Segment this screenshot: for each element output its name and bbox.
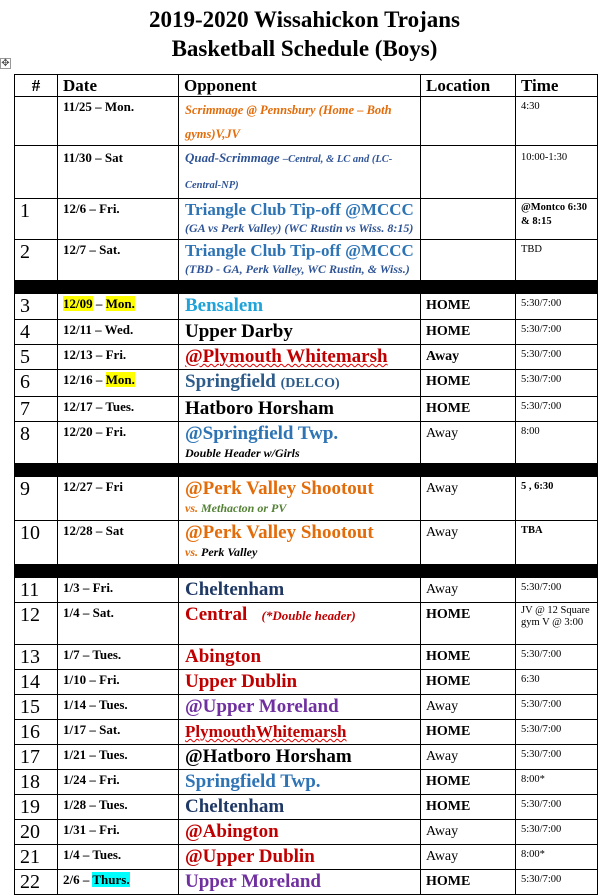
row-date (58, 370, 179, 397)
row-num: 8 (15, 422, 58, 464)
row-location: Away (421, 695, 516, 720)
row-date: 1/14 – Tues. (58, 695, 179, 720)
opponent-vs: vs. (185, 545, 198, 559)
row-date: 1/17 – Sat. (58, 720, 179, 745)
table-row (15, 720, 598, 745)
row-date: 1/24 – Fri. (58, 770, 179, 795)
row-time: 5 , 6:30 (516, 477, 598, 521)
row-time: 5:30/7:00 (516, 720, 598, 745)
row-time: TBD (516, 240, 598, 281)
row-opponent (179, 720, 421, 745)
weekday-highlight: Mon. (105, 296, 135, 311)
row-opponent: Hatboro Horsham (179, 397, 421, 422)
row-opponent (179, 240, 421, 281)
schedule-table (14, 74, 598, 895)
row-num: 9 (15, 477, 58, 521)
row-time: 5:30/7:00 (516, 695, 598, 720)
table-row (15, 97, 598, 146)
row-location: Away (421, 345, 516, 370)
row-date: 12/17 – Tues. (58, 397, 179, 422)
row-date: 12/20 – Fri. (58, 422, 179, 464)
opponent-text: Scrimmage @ Pennsbury (Home – Both gyms)V,JV (185, 103, 392, 141)
row-time: @Montco 6:30 & 8:15 (516, 199, 598, 240)
section-divider (15, 565, 598, 578)
row-opponent: @Abington (179, 820, 421, 845)
opponent-text: @Perk Valley Shootout (185, 522, 374, 543)
header-date: Date (58, 75, 179, 97)
row-num: 3 (15, 294, 58, 320)
row-num: 13 (15, 645, 58, 670)
table-row (15, 370, 598, 397)
row-date: 1/10 – Fri. (58, 670, 179, 695)
table-row (15, 477, 598, 521)
opponent-note: (*Double header) (261, 608, 356, 623)
weekday-highlight: Mon. (105, 372, 135, 387)
schedule-subtitle: Basketball Schedule (Boys) (171, 36, 438, 61)
table-row (15, 199, 598, 240)
row-location (421, 240, 516, 281)
row-date: 1/21 – Tues. (58, 745, 179, 770)
row-opponent: Upper Moreland (179, 870, 421, 895)
row-location: HOME (421, 770, 516, 795)
date-text: 12/16 – (63, 372, 106, 387)
row-opponent (179, 521, 421, 565)
row-time: 6:30 (516, 670, 598, 695)
row-time: 5:30/7:00 (516, 870, 598, 895)
table-row (15, 695, 598, 720)
date-text: 2/6 – (63, 872, 93, 887)
header-num: # (15, 75, 58, 97)
row-num: 20 (15, 820, 58, 845)
table-row (15, 795, 598, 820)
table-row (15, 240, 598, 281)
opponent-sub: (GA vs Perk Valley) (WC Rustin vs Wiss. 8:15) (185, 221, 414, 235)
row-num: 6 (15, 370, 58, 397)
row-opponent: Abington (179, 645, 421, 670)
row-num: 11 (15, 578, 58, 603)
row-date: 11/25 – Mon. (58, 97, 179, 146)
opponent-text: @Springfield Twp. (185, 423, 339, 444)
table-row (15, 603, 598, 645)
row-date: 12/13 – Fri. (58, 345, 179, 370)
row-location: HOME (421, 720, 516, 745)
row-time: 4:30 (516, 97, 598, 146)
row-opponent (179, 603, 421, 645)
opponent-vs: vs. (185, 501, 198, 515)
row-opponent: @Upper Moreland (179, 695, 421, 720)
opponent-text: @Plymouth Whitemarsh (185, 346, 388, 367)
row-date: 12/7 – Sat. (58, 240, 179, 281)
row-date: 12/11 – Wed. (58, 320, 179, 345)
row-location: HOME (421, 397, 516, 422)
opponent-note: (DELCO) (280, 376, 340, 391)
row-opponent (179, 477, 421, 521)
row-time: 5:30/7:00 (516, 645, 598, 670)
row-time: 5:30/7:00 (516, 578, 598, 603)
row-opponent: Bensalem (179, 294, 421, 320)
row-num: 16 (15, 720, 58, 745)
header-row (15, 75, 598, 97)
row-time: 5:30/7:00 (516, 320, 598, 345)
section-divider (15, 464, 598, 477)
row-date: 12/27 – Fri (58, 477, 179, 521)
opponent-sub: Double Header w/Girls (185, 446, 300, 460)
row-location (421, 146, 516, 199)
row-opponent: @Upper Dublin (179, 845, 421, 870)
table-row (15, 521, 598, 565)
row-opponent: Cheltenham (179, 795, 421, 820)
schedule-title: 2019-2020 Wissahickon Trojans (148, 7, 460, 32)
opponent-sub-line (185, 545, 420, 560)
row-opponent (179, 370, 421, 397)
row-date: 12/6 – Fri. (58, 199, 179, 240)
row-opponent: Upper Darby (179, 320, 421, 345)
row-location: Away (421, 745, 516, 770)
row-location: HOME (421, 603, 516, 645)
table-row (15, 320, 598, 345)
table-row (15, 345, 598, 370)
opponent-sub: Perk Valley (201, 545, 258, 559)
row-opponent (179, 146, 421, 199)
table-row (15, 820, 598, 845)
opponent-text: Springfield (185, 371, 276, 392)
row-num: 4 (15, 320, 58, 345)
table-row (15, 870, 598, 895)
row-date: 12/28 – Sat (58, 521, 179, 565)
row-opponent (179, 345, 421, 370)
row-num: 18 (15, 770, 58, 795)
row-time: 5:30/7:00 (516, 370, 598, 397)
row-location: Away (421, 521, 516, 565)
table-row (15, 745, 598, 770)
table-row (15, 578, 598, 603)
row-time: 5:30/7:00 (516, 795, 598, 820)
row-location: Away (421, 845, 516, 870)
row-time: 5:30/7:00 (516, 397, 598, 422)
row-time: 8:00 (516, 422, 598, 464)
weekday-highlight: Thurs. (92, 872, 130, 887)
row-num: 5 (15, 345, 58, 370)
row-num: 10 (15, 521, 58, 565)
row-time: 5:30/7:00 (516, 745, 598, 770)
opponent-text: Quad-Scrimmage (185, 150, 280, 165)
opponent-sub: –Central, & LC and (LC-Central-NP) (185, 154, 393, 191)
row-location: HOME (421, 870, 516, 895)
opponent-sub-line (185, 501, 420, 516)
row-date (58, 870, 179, 895)
row-opponent (179, 199, 421, 240)
date-highlight: 12/09 (63, 296, 93, 311)
opponent-text: Triangle Club Tip-off @MCCC (185, 241, 414, 260)
row-date: 1/3 – Fri. (58, 578, 179, 603)
header-opponent: Opponent (179, 75, 421, 97)
row-location: Away (421, 578, 516, 603)
row-location: HOME (421, 795, 516, 820)
row-date (58, 294, 179, 320)
opponent-text: Triangle Club Tip-off @MCCC (185, 200, 414, 219)
row-opponent: Upper Dublin (179, 670, 421, 695)
header-time: Time (516, 75, 598, 97)
row-time: 10:00-1:30 (516, 146, 598, 199)
row-opponent: @Hatboro Horsham (179, 745, 421, 770)
row-location: HOME (421, 645, 516, 670)
row-time: 5:30/7:00 (516, 294, 598, 320)
table-row (15, 770, 598, 795)
row-opponent (179, 97, 421, 146)
row-date: 11/30 – Sat (58, 146, 179, 199)
row-num: 19 (15, 795, 58, 820)
row-time: 5:30/7:00 (516, 820, 598, 845)
row-time: 8:00* (516, 845, 598, 870)
opponent-text: PlymouthWhitemarsh (185, 722, 347, 741)
row-location: HOME (421, 670, 516, 695)
row-date: 1/4 – Sat. (58, 603, 179, 645)
table-row (15, 422, 598, 464)
table-row (15, 146, 598, 199)
section-divider (15, 281, 598, 294)
row-num: 17 (15, 745, 58, 770)
row-time: TBA (516, 521, 598, 565)
row-num: 14 (15, 670, 58, 695)
opponent-sub: (TBD - GA, Perk Valley, WC Rustin, & Wiss.) (185, 262, 410, 276)
row-date: 1/31 – Fri. (58, 820, 179, 845)
row-num: 12 (15, 603, 58, 645)
row-time: 5:30/7:00 (516, 345, 598, 370)
row-num: 1 (15, 199, 58, 240)
opponent-sub: Methacton or PV (201, 501, 287, 515)
row-time: 8:00* (516, 770, 598, 795)
row-opponent: Springfield Twp. (179, 770, 421, 795)
opponent-text: @Perk Valley Shootout (185, 478, 374, 499)
date-dash: – (92, 296, 106, 311)
row-num: 21 (15, 845, 58, 870)
row-location: Away (421, 477, 516, 521)
row-location: Away (421, 820, 516, 845)
row-num: 2 (15, 240, 58, 281)
row-num (15, 97, 58, 146)
row-location (421, 97, 516, 146)
row-location: HOME (421, 294, 516, 320)
table-move-handle-icon[interactable]: ✥ (1, 58, 10, 69)
table-row (15, 294, 598, 320)
opponent-text: Central (185, 604, 248, 625)
row-date: 1/28 – Tues. (58, 795, 179, 820)
table-row (15, 670, 598, 695)
row-num: 22 (15, 870, 58, 895)
row-num (15, 146, 58, 199)
row-num: 7 (15, 397, 58, 422)
row-location (421, 199, 516, 240)
table-row (15, 645, 598, 670)
row-date: 1/4 – Tues. (58, 845, 179, 870)
row-opponent (179, 422, 421, 464)
row-location: HOME (421, 370, 516, 397)
row-date: 1/7 – Tues. (58, 645, 179, 670)
row-location: HOME (421, 320, 516, 345)
header-location: Location (421, 75, 516, 97)
row-num: 15 (15, 695, 58, 720)
row-location: Away (421, 422, 516, 464)
row-opponent: Cheltenham (179, 578, 421, 603)
table-row (15, 397, 598, 422)
row-time: JV @ 12 Square gym V @ 3:00 (516, 603, 598, 645)
table-row (15, 845, 598, 870)
